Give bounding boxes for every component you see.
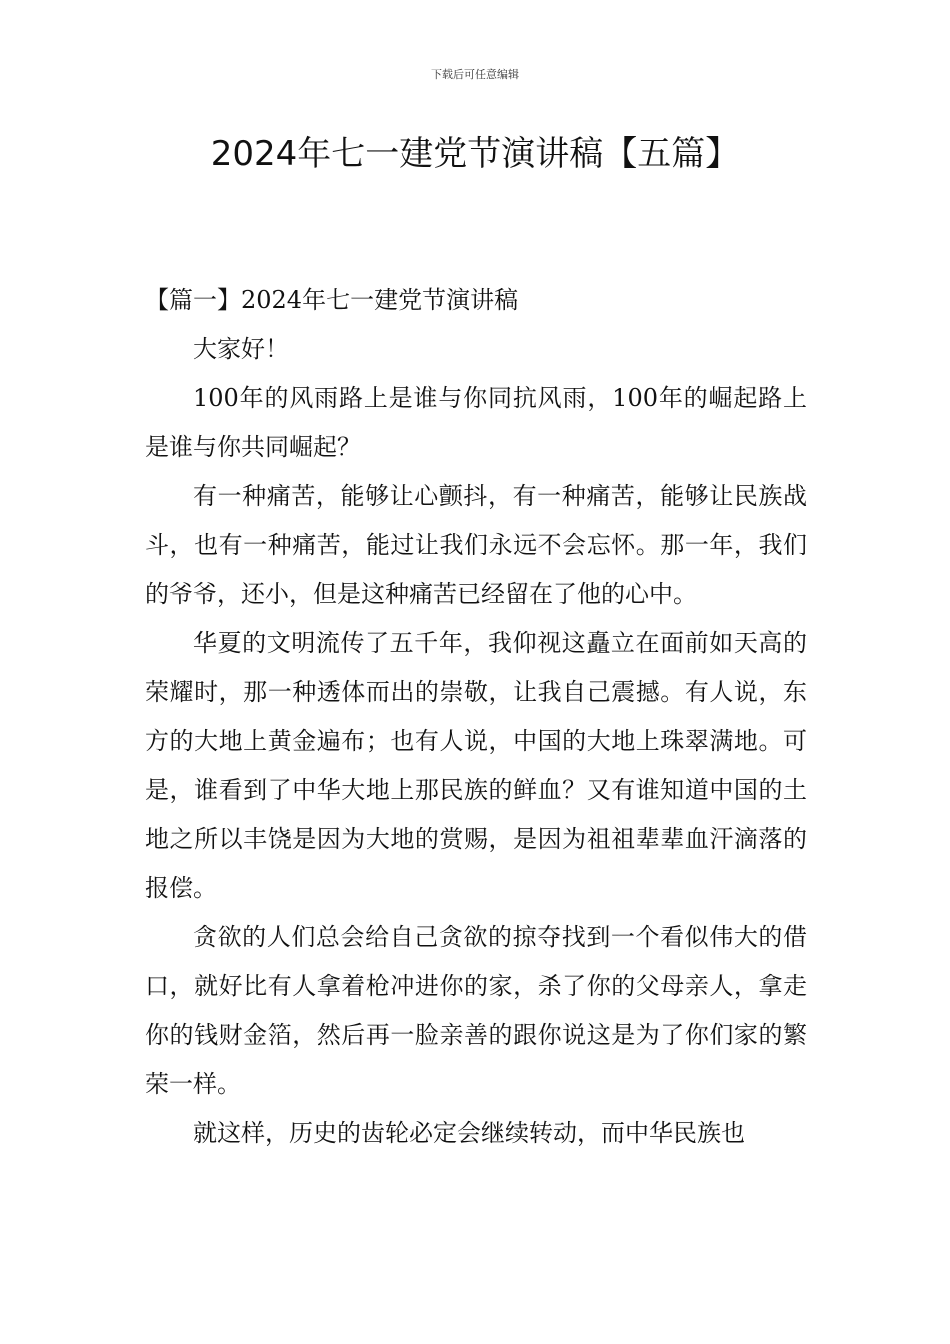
paragraph: 就这样，历史的齿轮必定会继续转动，而中华民族也: [193, 1119, 745, 1147]
paragraph: 100年的风雨路上是谁与你同抗风雨，100年的崛起路上是谁与你共同崛起？: [145, 384, 807, 461]
paragraph: 华夏的文明流传了五千年，我仰视这矗立在面前如天高的荣耀时，那一种透体而出的崇敬，让我自己震撼。有人说，东方的大地上黄金遍布；也有人说，中国的大地上珠翠满地。可是，谁看到了中华大地上那民族的鲜血？又有谁知道中国的土地之所以丰饶是因为大地的赏赐，是因为祖祖辈辈血汗滴落的报偿。: [145, 629, 807, 902]
document-title: 2024年七一建党节演讲稿【五篇】: [210, 134, 740, 174]
paragraph-greeting: 大家好！: [193, 335, 289, 363]
header-note: 下载后可任意编辑: [431, 68, 519, 81]
document-body: [145, 276, 807, 1158]
section-heading: 【篇一】2024年七一建党节演讲稿: [145, 286, 519, 314]
paragraph: 有一种痛苦，能够让心颤抖，有一种痛苦，能够让民族战斗，也有一种痛苦，能过让我们永远不会忘怀。那一年，我们的爷爷，还小，但是这种痛苦已经留在了他的心中。: [145, 482, 807, 608]
paragraph: 贪欲的人们总会给自己贪欲的掠夺找到一个看似伟大的借口，就好比有人拿着枪冲进你的家，杀了你的父母亲人，拿走你的钱财金箔，然后再一脸亲善的跟你说这是为了你们家的繁荣一样。: [145, 923, 807, 1098]
